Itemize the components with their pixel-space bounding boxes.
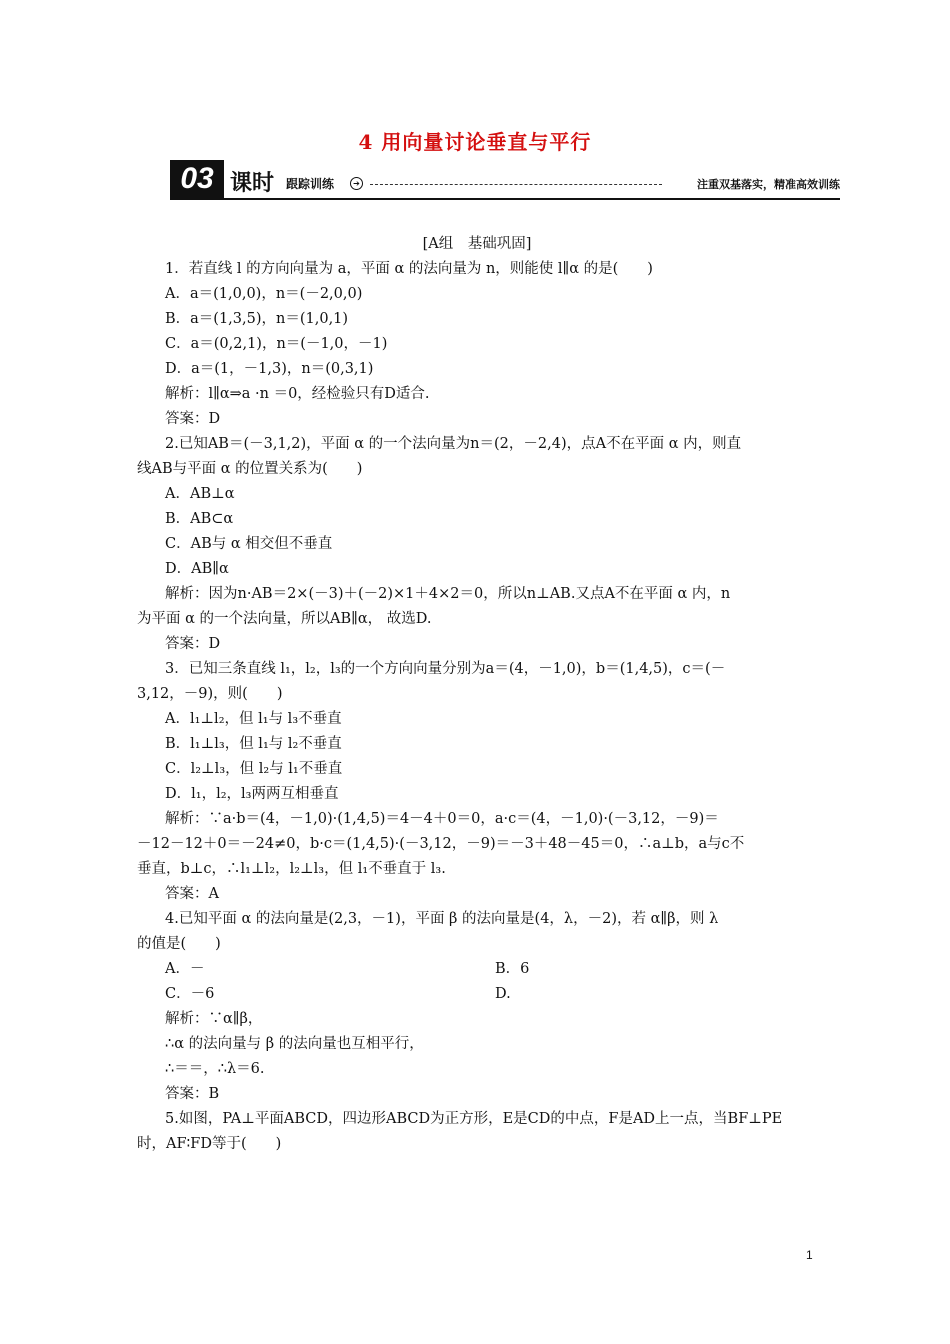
text-line: B．l₁⊥l₃，但 l₁与 l₂不垂直: [165, 736, 342, 752]
banner-label: 课时: [230, 170, 275, 195]
text-line: 线AB与平面 α 的位置关系为( ): [137, 461, 363, 477]
text-line: C．l₂⊥l₃，但 l₂与 l₁不垂直: [165, 761, 343, 777]
page-title: 4 用向量讨论垂直与平行: [358, 130, 592, 154]
text-line: 5.如图，PA⊥平面ABCD，四边形ABCD为正方形，E是CD的中点，F是AD上一点，当BF⊥PE: [165, 1111, 783, 1127]
text-line: 解析：∵α∥β，: [165, 1011, 263, 1027]
text-line: 为平面 α 的一个法向量，所以AB∥α， 故选D.: [137, 611, 432, 627]
text-line: 答案：D: [165, 411, 221, 427]
text-line: 的值是( ): [137, 936, 221, 952]
text-line: 2.已知AB＝(－3,1,2)，平面 α 的一个法向量为n＝(2，－2,4)，点A不在平面 α 内，则直: [165, 436, 742, 452]
text-line: 答案：A: [165, 886, 219, 902]
text-line: 答案：B: [165, 1086, 220, 1102]
text-line: ∴α 的法向量与 β 的法向量也互相平行，: [165, 1036, 424, 1052]
text-line: B．a＝(1,3,5)，n＝(1,0,1): [165, 311, 349, 327]
exercise-content: [137, 232, 817, 1157]
section-heading: [A组 基础巩固]: [422, 236, 532, 252]
arrow-right-icon: ➔: [350, 177, 363, 190]
options-row: [137, 957, 817, 982]
text-line: 3．已知三条直线 l₁，l₂，l₃的一个方向向量分别为a＝(4，－1,0)，b＝(1,4,5)，c＝(－: [165, 661, 726, 677]
text-line: C．a＝(0,2,1)，n＝(－1,0，－1): [165, 336, 388, 352]
text-line: 垂直，b⊥c，∴l₁⊥l₂，l₂⊥l₃，但 l₁不垂直于 l₃.: [137, 861, 446, 877]
options-row: [137, 982, 817, 1007]
text-line: D．a＝(1，－1,3)，n＝(0,3,1): [165, 361, 374, 377]
text-line: D．l₁，l₂，l₃两两互相垂直: [165, 786, 339, 802]
option-b: B．6: [495, 961, 530, 977]
lesson-badge: 03: [170, 160, 224, 198]
text-line: 4.已知平面 α 的法向量是(2,3，－1)，平面 β 的法向量是(4，λ，－2)，若 α∥β，则 λ: [165, 911, 719, 927]
page-number: 1: [806, 1248, 813, 1262]
text-line: D．AB∥α: [165, 561, 229, 577]
banner-slogan: 注重双基落实，精准高效训练: [697, 179, 840, 191]
text-line: 答案：D: [165, 636, 221, 652]
text-line: A．a＝(1,0,0)，n＝(－2,0,0): [165, 286, 363, 302]
text-line: －12－12＋0＝－24≠0，b·c＝(1,4,5)·(－3,12，－9)＝－3＋48－45＝0，∴a⊥b，a与c不: [137, 836, 745, 852]
banner-subtitle: 跟踪训练: [286, 177, 335, 191]
text-line: A．l₁⊥l₂，但 l₁与 l₃不垂直: [165, 711, 342, 727]
text-line: 时，AF∶FD等于( ): [137, 1136, 282, 1152]
banner-rule: [170, 198, 840, 200]
text-line: B．AB⊂α: [165, 511, 234, 527]
text-line: 1．若直线 l 的方向向量为 a，平面 α 的法向量为 n，则能使 l∥α 的是( ): [165, 261, 653, 277]
text-line: A．AB⊥α: [165, 486, 235, 502]
text-line: 解析：∵a·b＝(4，－1,0)·(1,4,5)＝4－4＋0＝0，a·c＝(4，－1,0)·(－3,12，－9)＝: [165, 811, 719, 827]
text-line: ∴＝＝，∴λ＝6.: [165, 1061, 265, 1077]
text-line: 解析：l∥α⇒a ·n ＝0，经检验只有D适合.: [165, 386, 430, 402]
option-c: C．－6: [165, 986, 215, 1002]
option-a: A．－: [165, 961, 205, 977]
section-banner: [170, 160, 840, 200]
option-d: D.: [495, 986, 511, 1002]
dashed-divider: [370, 184, 662, 185]
text-line: C．AB与 α 相交但不垂直: [165, 536, 333, 552]
text-line: 解析：因为n·AB＝2×(－3)＋(－2)×1＋4×2＝0，所以n⊥AB.又点A不在平面 α 内，n: [165, 586, 731, 602]
text-line: 3,12，－9)，则( ): [137, 686, 283, 702]
